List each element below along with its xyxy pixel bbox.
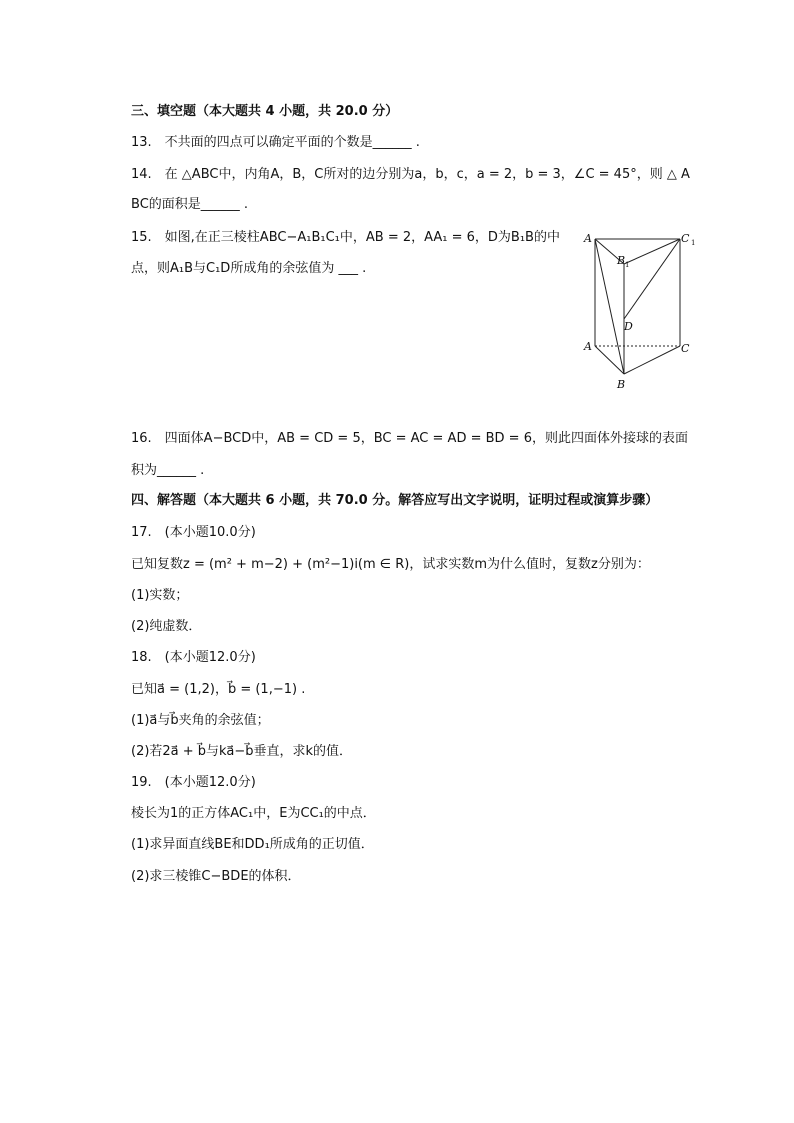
label-a: A [584, 340, 592, 353]
fill-section-header: 三、填空题（本大题共 4 小题，共 20.0 分） [131, 104, 399, 119]
label-c: C [681, 342, 690, 355]
question-17-part1: (1)实数； [131, 588, 189, 603]
question-19-part2: (2)求三棱锥C−BDE的体积． [131, 869, 301, 884]
label-a1: A [584, 232, 592, 245]
label-c1-sub: 1 [691, 239, 696, 247]
question-16-line1: 16. 四面体A−BCD中，AB = CD = 5，BC = AC = AD = BD = 6，则此四面体外接球的表面 [131, 431, 688, 446]
question-18-part1: (1)a⃗与b⃗夹角的余弦值； [131, 713, 270, 728]
question-15-line2: 点，则A₁B与C₁D所成角的余弦值为 ___ . [131, 261, 367, 276]
label-b1: B [617, 254, 626, 267]
label-c1: C [681, 232, 690, 245]
label-d: D [624, 320, 633, 333]
question-16-line2: 积为______ . [131, 463, 205, 478]
question-17-part2: (2)纯虚数． [131, 619, 202, 634]
question-18-head: 18. (本小题12.0分) [131, 650, 256, 665]
question-18-part2: (2)若2a⃗ + b⃗与ka⃗−b⃗垂直，求k的值． [131, 744, 353, 759]
question-14-line1: 14. 在 △ABC中，内角A，B，C所对的边分别为a，b，c，a = 2，b = 3，∠C = 45°，则 △ A [131, 167, 690, 182]
question-19-head: 19. (本小题12.0分) [131, 775, 256, 790]
question-19-part1: (1)求异面直线BE和DD₁所成角的正切值． [131, 837, 374, 852]
question-19-stem: 棱长为1的正方体AC₁中，E为CC₁的中点． [131, 806, 376, 821]
question-15-line1: 15. 如图,在正三棱柱ABC−A₁B₁C₁中，AB = 2，AA₁ = 6，D为B₁B的中 [131, 230, 560, 245]
question-18-stem: 已知a⃗ = (1,2)，b⃗ = (1,−1) . [131, 682, 306, 697]
answer-section-header: 四、解答题（本大题共 6 小题，共 70.0 分。解答应写出文字说明，证明过程或演算步骤） [131, 493, 659, 508]
label-b: B [617, 378, 626, 391]
question-13: 13. 不共面的四点可以确定平面的个数是______ . [131, 135, 420, 150]
question-17-stem: 已知复数z = (m² + m−2) + (m²−1)i(m ∈ R)，试求实数m为什么值时，复数z分别为： [131, 557, 650, 572]
question-17-head: 17. (本小题10.0分) [131, 525, 256, 540]
prism-figure [580, 226, 700, 396]
label-b1-sub: 1 [625, 261, 630, 269]
question-14-line2: BC的面积是______ . [131, 197, 249, 212]
